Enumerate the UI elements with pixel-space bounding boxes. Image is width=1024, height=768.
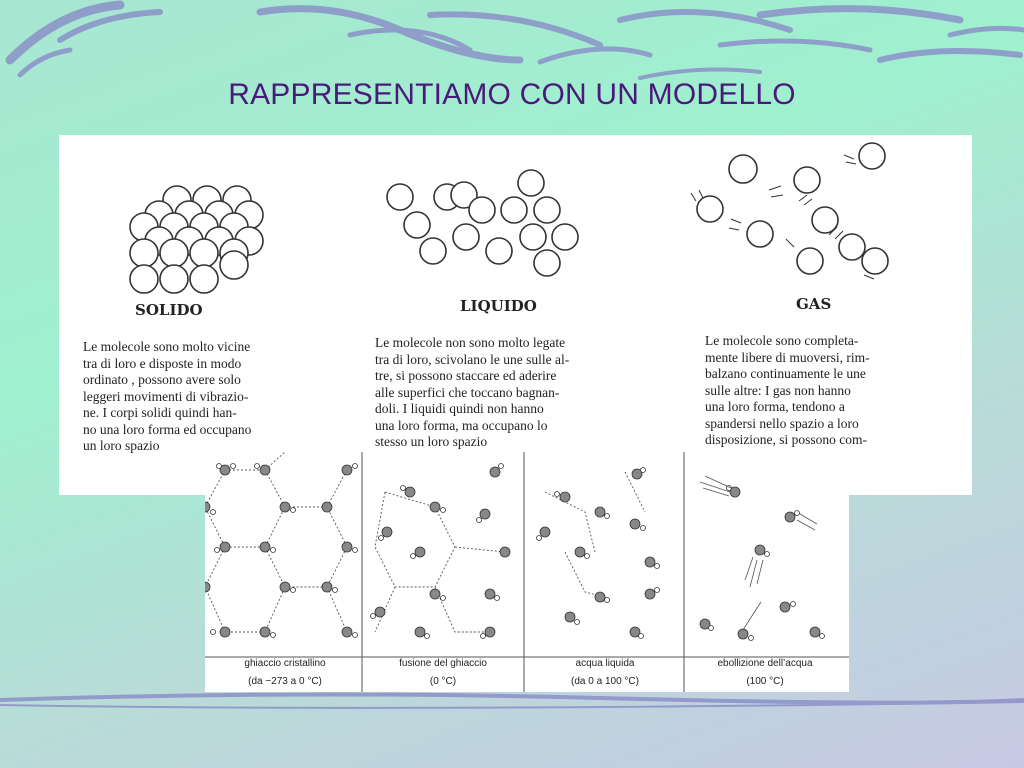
gas-molecules	[697, 143, 888, 274]
liquid-molecules	[387, 170, 578, 276]
liquid-water-range: (da 0 a 100 °C)	[571, 676, 639, 687]
liquid-description: Le molecole non sono molto legate tra di loro, scivolano le une sulle al- tre, si possono staccare ed aderire alle superfici che toccano bagnan- doli. I liquidi quindi non hanno una loro forma, ma occupano lo stesso un loro spazio	[375, 335, 570, 449]
states-of-matter-panel	[59, 135, 972, 495]
ice-range: (da −273 a 0 °C)	[248, 676, 322, 687]
liquid-label: LIQUIDO	[460, 297, 537, 315]
solid-label: SOLIDO	[135, 301, 203, 319]
water-molecules-illustration	[205, 452, 849, 692]
boiling-caption: ebollizione dell’acqua	[717, 658, 813, 669]
ice-caption: ghiaccio cristallino	[244, 658, 326, 669]
boiling-range: (100 °C)	[746, 676, 784, 687]
melting-range: (0 °C)	[429, 676, 457, 687]
slide-title: RAPPRESENTIAMO CON UN MODELLO	[228, 78, 796, 111]
solid-description: Le molecole sono molto vicine tra di loro e disposte in modo ordinato , possono avere solo leggeri movimenti di vibrazio- ne. I corpi solidi quindi han- no una loro forma ed occupano un loro spazio	[83, 339, 252, 453]
water-molecules	[205, 464, 825, 641]
liquid-water-caption: acqua liquida	[575, 658, 635, 669]
melting-caption: fusione del ghiaccio	[399, 658, 487, 669]
water-states-panel	[205, 452, 849, 692]
solid-molecules	[130, 186, 263, 293]
gas-description: Le molecole sono completa- mente libere di muoversi, rim- balzano continuamente le une sulle altre: I gas non hanno una loro forma, tendono a spandersi nello spazio a loro disposizione, si possono com-	[705, 333, 870, 447]
gas-label: GAS	[796, 295, 832, 313]
